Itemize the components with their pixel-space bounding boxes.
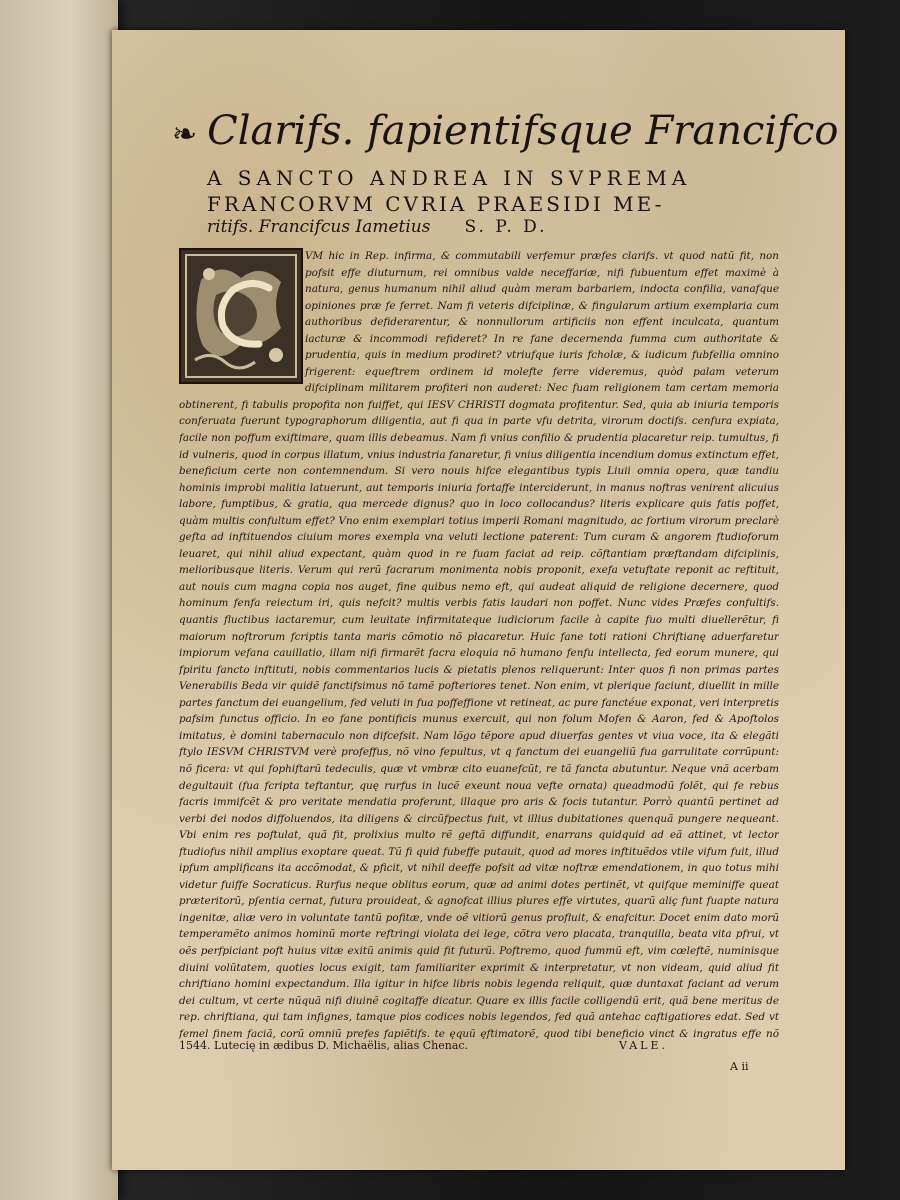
book-page	[112, 30, 845, 1170]
vale-closing: VALE.	[619, 1039, 668, 1052]
woodcut-initial-icon	[179, 248, 303, 384]
salutation: S. P. D.	[464, 217, 548, 237]
dateline	[179, 1039, 779, 1052]
heading-line-2: A SANCTO ANDREA IN SVPREMA	[207, 166, 692, 190]
heading-line-4-text: ritifs. Francifcus Iametius	[207, 217, 431, 237]
letter-body-text: VM hic in Rep. infirma, & commutabili verfemur præfes clarifs. vt quod natũ fit, non pofsit effe diuturnum, rei omnibus valde neceffariæ, nifi fubuentum effet maximè à natura, genus humanum nihil aliud quàm meram barbariem, indocta confilia, vanafque opiniones præ fe ferret. Nam fi veteris difciplinæ, & fingularum artium exemplaria cum authoribus defiderarentur, & nonnullorum artificiis non effent inculcata, quantum iacturæ & incommodi refideret? In re fane decernenda fumma cum authoritate & prudentia, quis in medium prodiret? vtriufque iuris fcholæ, & iudicum fubfellia omnino frigerent: equeftrem ordinem id molefte ferre videremus, quòd palam veterum difciplinam militarem profiteri non auderet: Nec fuam religionem tam certam memoria obtinerent, fi tabulis propofita non fuiffet, qui IESV CHRISTI dogmata profitentur. Sed, quia ab iniuria temporis conferuata fuerunt typographorum diligentia, aut fi qua in parte vfu detrita, virorum doctifs. cenfura expiata, facile non poffum exiftimare, quam illis debeamus. Nam fi vnius confilio & prudentia placaretur reip. tumultus, fi id vulneris, quod in corpus illatum, vnius industria fanaretur, fi vnius diligentia incendium domus extinctum effet, beneficium certe non contemnendum. Si vero nouis hifce elegantibus typis Liuii omnia opera, quæ tandiu hominis improbi malitia latuerunt, aut temporis iniuria fortaffe interciderunt, in manus noftras venirent alicuius labore, fumptibus, & gratia, qua mercede dignus? quo in loco collocandus? literis explicare quis fatis poffet, quàm multis confultum effet? Vno enim exemplari totius imperii Romani magnitudo, ac fortium virorum preclarè gefta ad inftituendos ciuium mores exempla vna veluti lectione paterent: Tum curam & angorem ftudioforum leuaret, qui nihil aliud expectant, quàm quod in re fuam faciat ad reip. cõftantiam præftandam difciplinis, melioribusque literis. Verum qui rerũ facrarum monimenta nobis proponit, exefa vetuftate reponit ac reftituit, aut nouis cum magna copia nos auget, fine quibus nemo eft, qui audeat aliquid de religione decernere, quod hominum fenfa reiectum iri, quis nefcit? multis verbis fatis laudari non poffet. Nunc vides Præfes confultifs. quantis fluctibus iactaremur, cum leuitate infirmitateque iudiciorum facile à capite fuo multi diuellerẽtur, fi maiorum noftrorum fcriptis tanta maris cõmotio nõ placaretur. Huic fane toti rationi Chriftianę aduerfaretur impiorum vefana cauillatio, illam nifi firmarẽt facra eloquia nõ humano fenfu intellecta, fed eorum munere, qui fpiritu fancto inftituti, nobis commentarios lucis & pietatis plenos reliquerunt: Inter quos fi non primas partes Venerabilis Beda vir quidẽ fanctifsimus nõ tamẽ pofteriores tenet. Non enim, vt plerique faciunt, diuellit in mille partes fanctum dei euangelium, fed veluti in fua poffeffione vt retineat, ac pure fanctéue exponat, veri interpretis pafsim functus officio. In eo fane pontificis munus exercuit, qui non folum Mofen & Aaron, fed & Apoftolos imitatus, è domini tabernaculo non difcefsit. Nam lõgo tẽpore apud diuerfas gentes vt viua voce, ita & elegãti ftylo IESVM CHRISTVM verè profeffus, nõ vino fepultus, vt q fanctum dei euangeliũ fua garrulitate corrũpunt: nõ ficera: vt qui fophiftarũ tedeculis, quæ vt vmbræ cito euanefcũt, re tã fancta abutuntur. Neque vnã acerbam degultauit (fua fcripta teftantur, quę rurfus in lucẽ exeunt noua vefte ornata) queadmodũ folẽt, qui fe rebus facris immifcẽt & pro veritate mendatia proferunt, illaque pro aris & focis tutantur. Porrò quantũ pertinet ad verbi dei nodos diffoluendos, ita diligens & circũfpectus fuit, vt illius dubitationes quenquã pungere nequeant. Vbi enim res poftulat, quã fit, prolixius multo rẽ geftã diffundit, enarrans quidquid ad eã attinet, vt lector ftudiofus nihil amplius exoptare queat. Tũ fi quid fubeffe putauit, quod ad mores inftituẽdos vtile vifum fuit, illud ipfum amplificans ita accõmodat, & pficit, vt nihil deeffe pofsit ad vitæ noftræ emendationem, in quo totus mihi videtur fuiffe Socraticus. Rurfus neque oblitus eorum, quæ ad animi dotes pertinẽt, vt quifque meminiffe queat præteritorũ, pſentia cernat, futura prouideat, & agnofcat illius plures effe virtutes, quarũ aliç funt fuapte natura ingenitæ, aliæ vero in voluntate tantũ pofitæ, vnde oẽ vitiorũ genus profluit, & enafcitur. Docet enim dato morũ temperamẽto animos hominũ morte reftringi violata dei lege, cõtra vero placata, tranquilla, beata vita pfrui, vt oẽs perfpiciant poft huius vitæ exitũ animis quid fit futurũ. Poftremo, quod fummũ eft, vim cœleftẽ, numinisque diuini volũtatem, quoties locus exigit, tam familiariter exprimit & interpretatur, vt non videam, quid aliud fit chriftiano homini expectandum. Illa igitur in hifce libris nobis legenda reliquit, quæ duntaxat faciant ad verum dei cultum, vt certe nũquã nifi diuinẽ cogitaffe dicatur. Quare ex illis facile colligendũ erit, quã bene meritus de rep. chriftiana, qui tam infignes, tamque pios codices nobis legendos, fed quã antehac caftigatiores edat. Sed vt femel finem faciã, corũ omniũ prefes fapiẽtifs. te ęquũ ęftimatorẽ, quod tibi beneficio vinct & ingratus effe nõ	[179, 250, 779, 1040]
heading-line-4	[207, 217, 847, 237]
dateline-text: 1544. Lutecię in ædibus D. Michaëlis, alias Chenac.	[179, 1039, 469, 1052]
signature-mark: A ii	[730, 1060, 749, 1073]
previous-leaf-edge	[0, 0, 118, 1200]
fleuron-icon: ❧	[172, 117, 198, 152]
heading-line-1	[172, 108, 839, 154]
heading-line-3: FRANCORVM CVRIA PRAESIDI ME-	[207, 192, 665, 216]
heading-line-1-text: Clarifs. fapientifsque Francifco	[207, 108, 839, 154]
